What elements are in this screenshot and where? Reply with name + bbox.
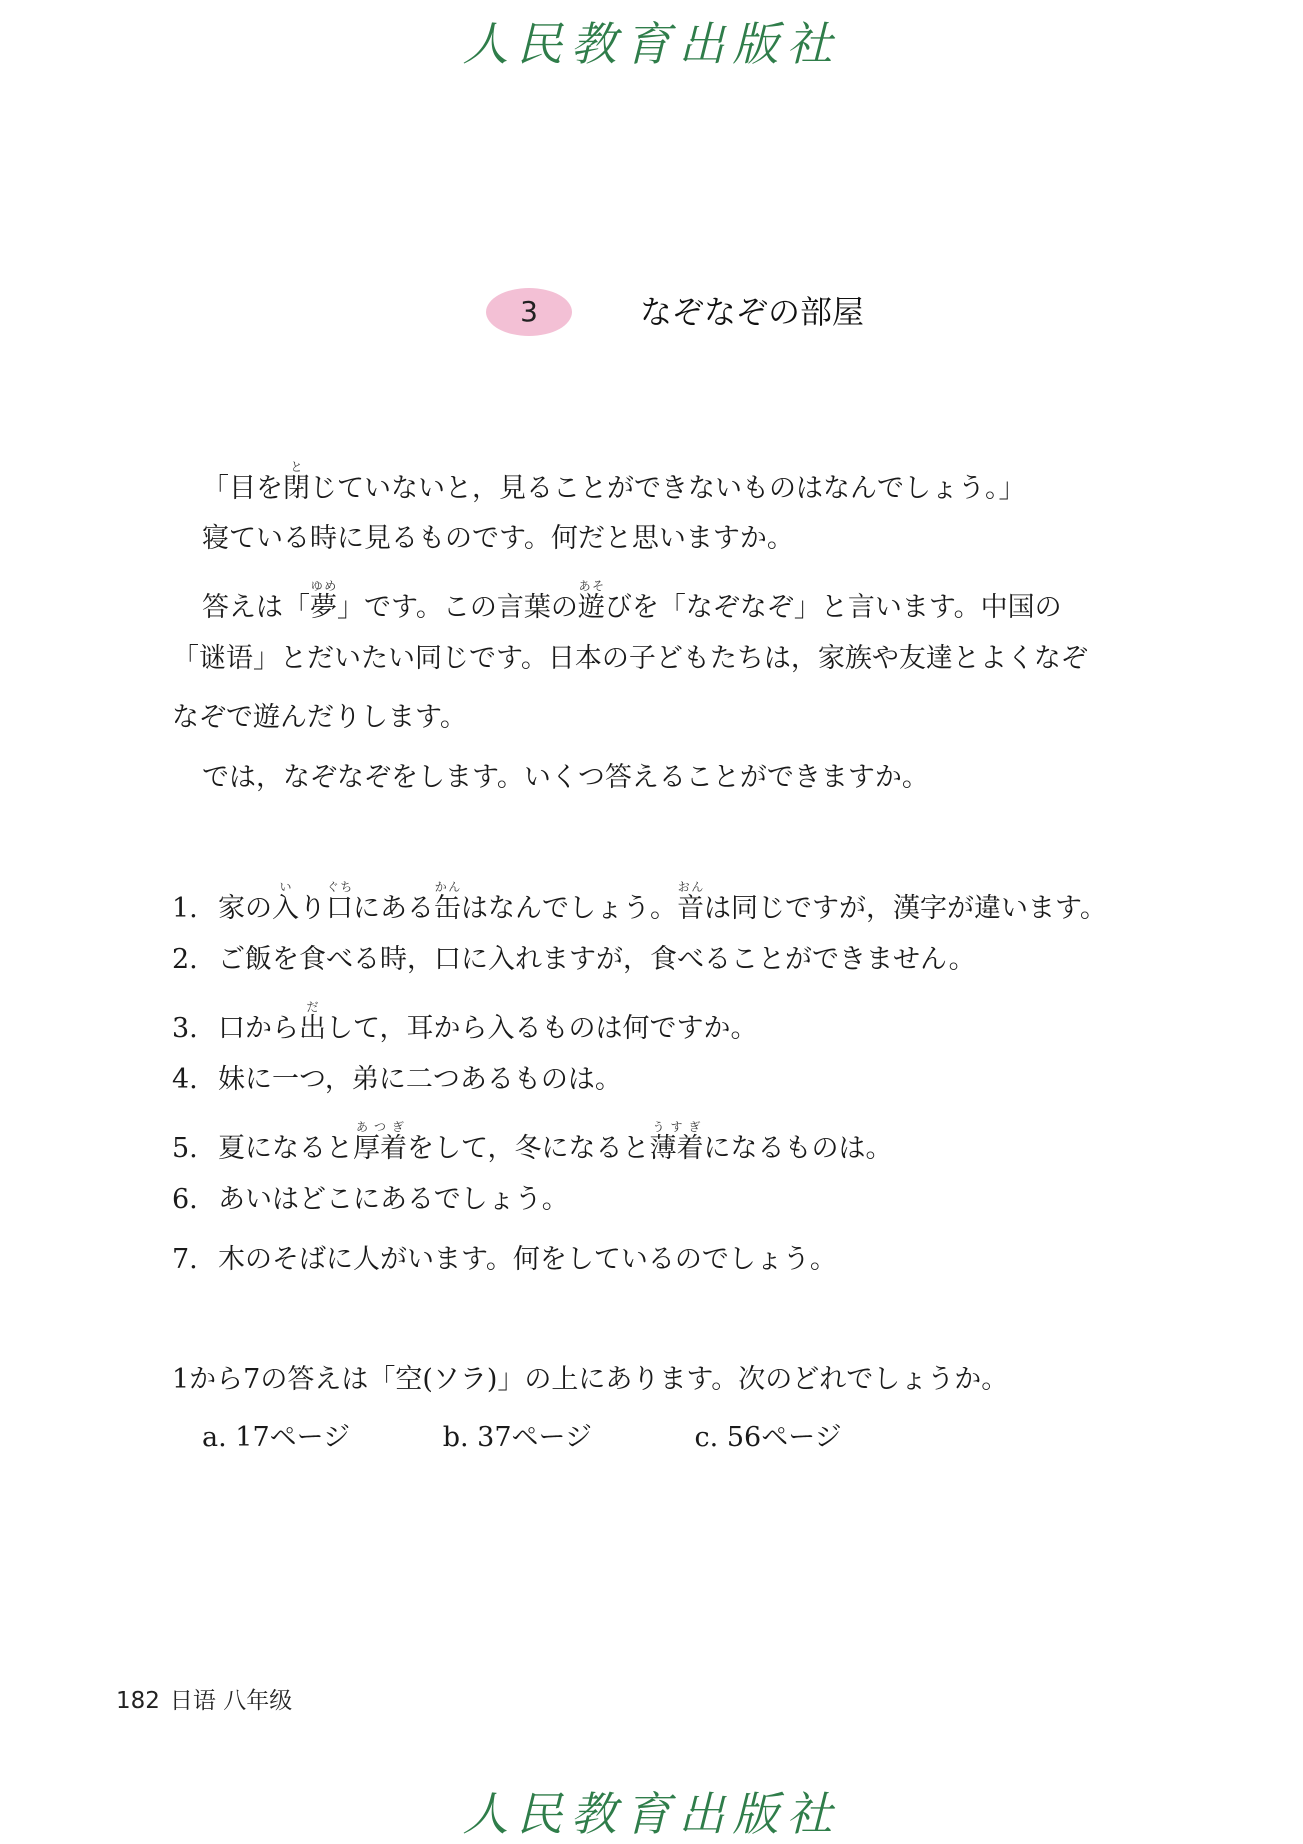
page-number: 182 — [116, 1688, 160, 1714]
ruby-word: 夢ゆめ — [310, 579, 337, 623]
intro-line-3: 答えは「夢ゆめ」です。この言葉の遊あそびを「なぞなぞ」と言います。中国の — [202, 579, 1062, 623]
intro-line-2: 寝ている時に見るものです。何だと思いますか。 — [202, 523, 794, 554]
ruby-word: 缶かん — [434, 880, 461, 924]
intro-line-4: 「谜语」とだいたい同じです。日本の子どもたちは，家族や友達とよくなぞ — [172, 643, 1088, 674]
page-footer — [116, 1686, 292, 1716]
riddle-3: 3. 口から出だして，耳から入るものは何ですか。 — [172, 1000, 758, 1044]
ruby-word: 入い — [272, 880, 299, 924]
publisher-logo-bottom: 人民教育出版社 — [462, 1787, 841, 1841]
publisher-logo-top: 人民教育出版社 — [462, 17, 841, 71]
riddle-6: 6. あいはどこにあるでしょう。 — [172, 1184, 569, 1215]
option-c: c. 56ページ — [694, 1422, 842, 1453]
answer-options — [202, 1418, 842, 1458]
riddle-5: 5. 夏になると厚着あつぎをして，冬になると薄着うすぎになるものは。 — [172, 1120, 893, 1164]
section-number-badge: 3 — [486, 288, 572, 336]
ruby-word: 薄着うすぎ — [649, 1120, 704, 1164]
ruby-word: 出だ — [299, 1000, 326, 1044]
option-a: a. 17ページ — [202, 1422, 351, 1453]
ruby-word: 遊あそ — [577, 579, 605, 623]
riddle-7: 7. 木のそばに人がいます。何をしているのでしょう。 — [172, 1244, 837, 1275]
intro-line-5: なぞで遊んだりします。 — [172, 702, 467, 733]
riddle-4: 4. 妹に一つ，弟に二つあるものは。 — [172, 1064, 622, 1095]
book-title: 日语 八年级 — [169, 1688, 293, 1714]
riddle-1: 1. 家の入いり口ぐちにある缶かんはなんでしょう。音おんは同じですが，漢字が違います。 — [172, 880, 1107, 924]
section-heading — [0, 288, 1303, 338]
ruby-word: 厚着あつぎ — [353, 1120, 407, 1164]
option-b: b. 37ページ — [442, 1422, 592, 1453]
final-question: 1から7の答えは「空(ソラ)」の上にあります。次のどれでしょうか。 — [172, 1364, 1009, 1395]
riddle-2: 2. ご飯を食べる時，口に入れますが，食べることができません。 — [172, 944, 976, 975]
section-title: なぞなぞの部屋 — [640, 293, 865, 331]
ruby-word: 口ぐち — [326, 880, 353, 924]
ruby-word: 音おん — [677, 880, 704, 924]
intro-line-6: では，なぞなぞをします。いくつ答えることができますか。 — [202, 762, 929, 793]
intro-line-1: 「目を閉とじていないと，見ることができないものはなんでしょう。」 — [202, 460, 1026, 504]
ruby-word: 閉と — [283, 460, 310, 504]
